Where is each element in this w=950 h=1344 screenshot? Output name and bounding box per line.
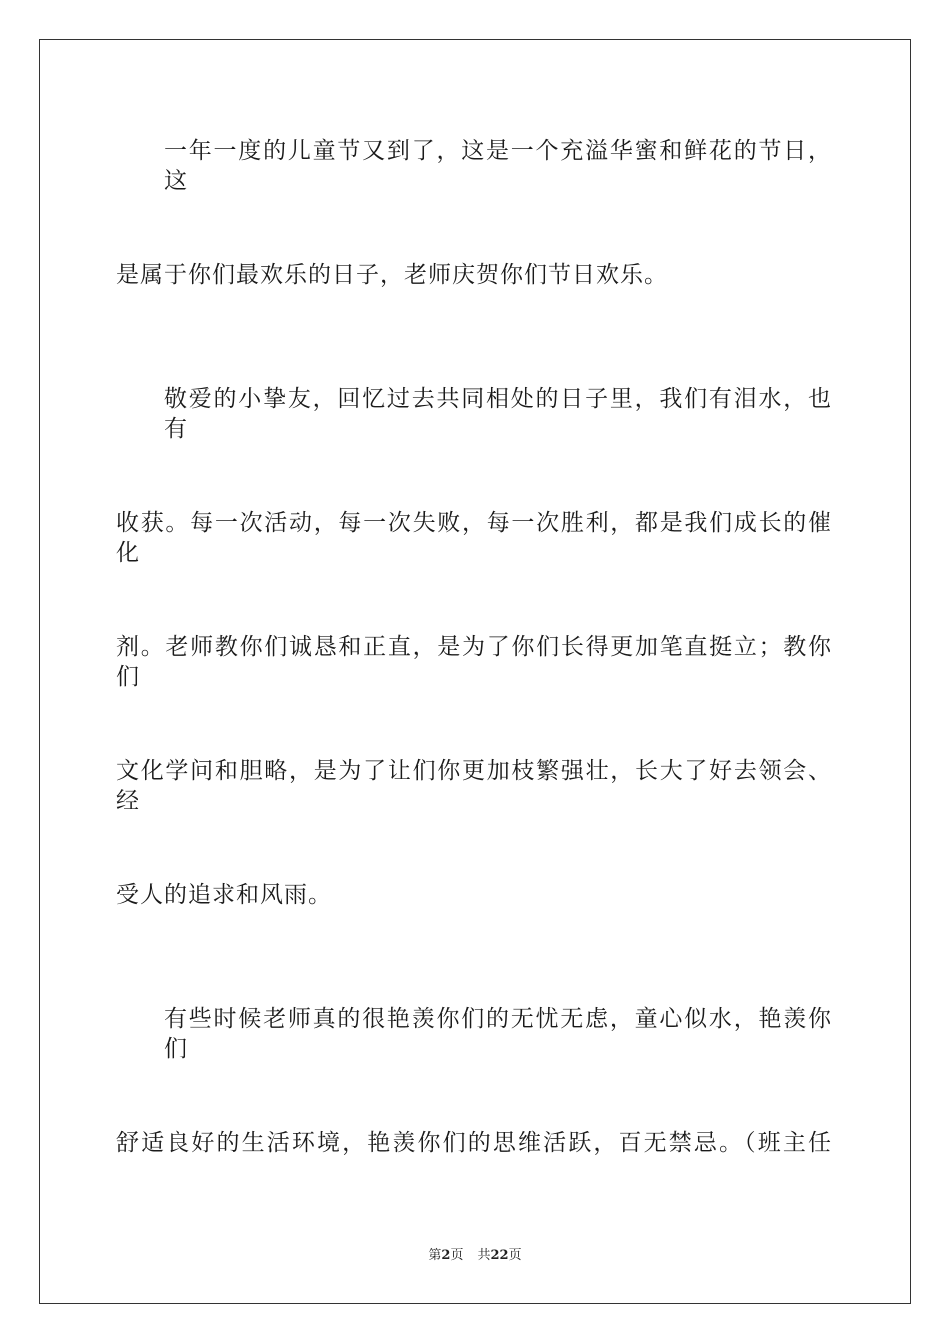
total-prefix: 共 <box>477 1248 491 1263</box>
page-prefix: 第 <box>428 1248 442 1263</box>
page-footer <box>0 1247 950 1265</box>
page-suffix: 页 <box>450 1248 464 1263</box>
paragraph-2-line-2: 收获。每一次活动，每一次失败，每一次胜利，都是我们成长的催化 <box>116 510 832 566</box>
paragraph-2-line-3: 剂。老师教你们诚恳和正直，是为了你们长得更加笔直挺立；教你们 <box>116 634 832 690</box>
total-suffix: 页 <box>508 1248 522 1263</box>
paragraph-2-line-5: 受人的追求和风雨。 <box>116 882 332 908</box>
paragraph-2-line-4: 文化学问和胆略，是为了让们你更加枝繁强壮，长大了好去领会、经 <box>116 758 832 814</box>
total-pages: 22 <box>490 1248 509 1263</box>
paragraph-3-line-1: 有些时候老师真的很艳羡你们的无忧无虑，童心似水，艳羡你们 <box>164 1006 832 1062</box>
paragraph-1-line-2: 是属于你们最欢乐的日子，老师庆贺你们节日欢乐。 <box>116 262 668 288</box>
page-number: 2 <box>441 1248 451 1263</box>
paragraph-1-line-1: 一年一度的儿童节又到了，这是一个充溢华蜜和鲜花的节日，这 <box>164 138 832 194</box>
paragraph-3-line-2: 舒适良好的生活环境，艳羡你们的思维活跃，百无禁忌。（班主任 <box>116 1130 832 1156</box>
paragraph-2-line-1: 敬爱的小挚友，回忆过去共同相处的日子里，我们有泪水，也有 <box>164 386 832 442</box>
